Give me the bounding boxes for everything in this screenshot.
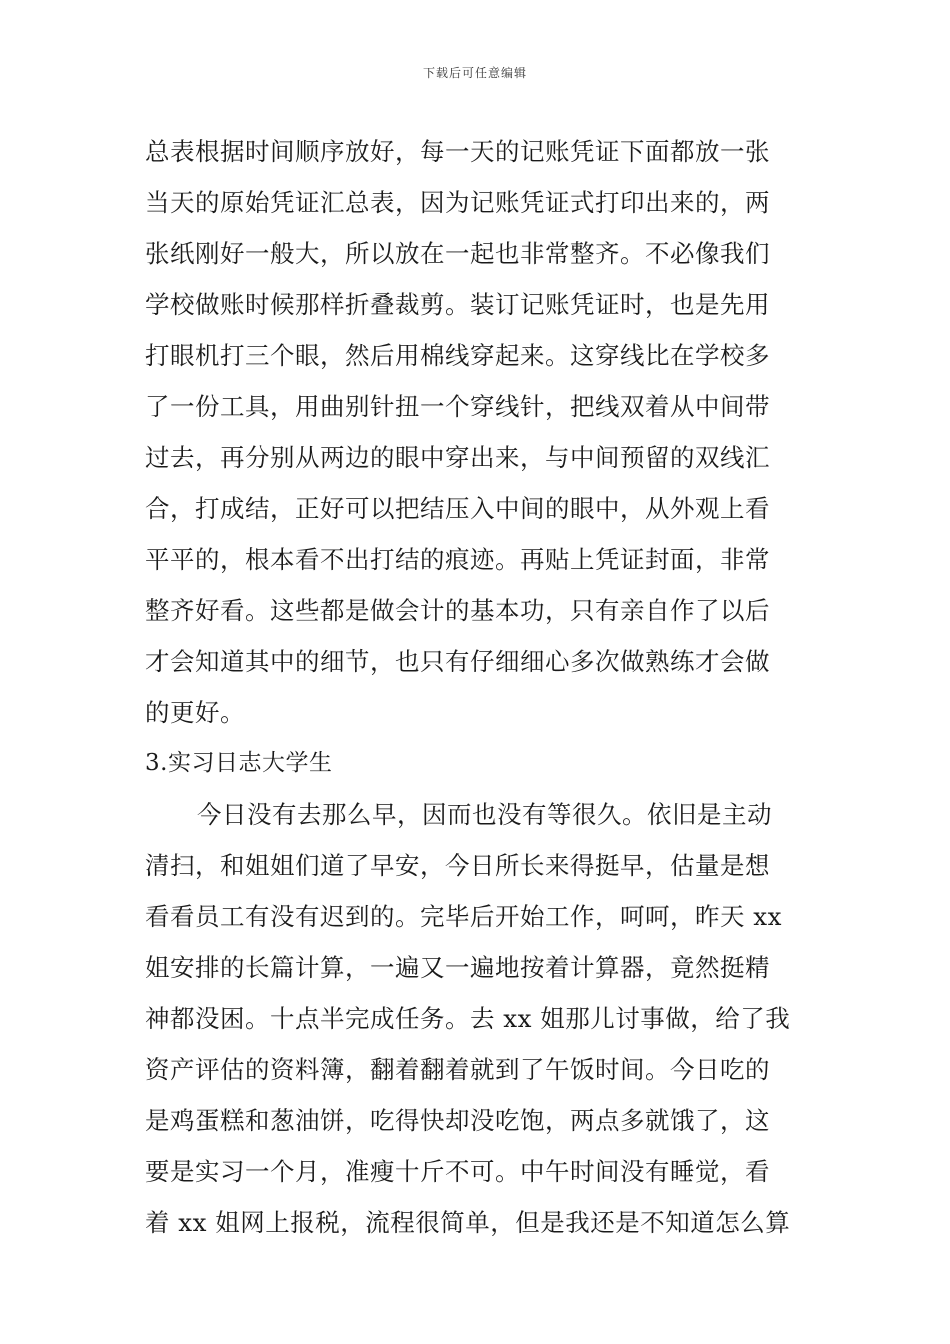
para1-line-10: 整齐好看。这些都是做会计的基本功，只有亲自作了以后: [145, 596, 770, 625]
para1-line-4: 学校做账时候那样折叠裁剪。装订记账凭证时，也是先用: [145, 290, 770, 319]
para1-line-2: 当天的原始凭证汇总表，因为记账凭证式打印出来的，两: [145, 188, 770, 217]
para1-line-7: 过去，再分别从两边的眼中穿出来，与中间预留的双线汇: [145, 443, 770, 472]
para2-line-6: 资产评估的资料簿，翻着翻着就到了午饭时间。今日吃的: [145, 1055, 770, 1084]
para2-line-4: 姐安排的长篇计算，一遍又一遍地按着计算器，竟然挺精: [145, 953, 770, 982]
para1-line-11: 才会知道其中的细节，也只有仔细细心多次做熟练才会做: [145, 647, 770, 676]
para1-line-6: 了一份工具，用曲别针扭一个穿线针，把线双着从中间带: [145, 392, 770, 421]
para2-line-5: 神都没困。十点半完成任务。去 xx 姐那儿讨事做，给了我: [145, 1004, 791, 1033]
para2-line-9: 着 xx 姐网上报税，流程很简单，但是我还是不知道怎么算: [145, 1208, 791, 1237]
para2-line-8: 要是实习一个月，准瘦十斤不可。中午时间没有睡觉，看: [145, 1157, 770, 1186]
document-body: [145, 126, 810, 1248]
para2-line-7: 是鸡蛋糕和葱油饼，吃得快却没吃饱，两点多就饿了，这: [145, 1106, 770, 1135]
para1-line-5: 打眼机打三个眼，然后用棉线穿起来。这穿线比在学校多: [145, 341, 770, 370]
section-heading: 3.实习日志大学生: [145, 750, 333, 776]
para1-line-8: 合，打成结，正好可以把结压入中间的眼中，从外观上看: [145, 494, 770, 523]
para2-line-2: 清扫，和姐姐们道了早安，今日所长来得挺早，估量是想: [145, 851, 770, 880]
para1-line-3: 张纸刚好一般大，所以放在一起也非常整齐。不必像我们: [145, 239, 770, 268]
para2-line-1: 今日没有去那么早，因而也没有等很久。依旧是主动: [197, 800, 772, 829]
para1-line-9: 平平的，根本看不出打结的痕迹。再贴上凭证封面，非常: [145, 545, 770, 574]
para2-line-3: 看看员工有没有迟到的。完毕后开始工作，呵呵，昨天 xx: [145, 902, 782, 931]
para1-line-12: 的更好。: [145, 698, 245, 727]
para1-line-1: 总表根据时间顺序放好，每一天的记账凭证下面都放一张: [145, 137, 770, 166]
page-header: 下载后可任意编辑: [422, 66, 527, 80]
